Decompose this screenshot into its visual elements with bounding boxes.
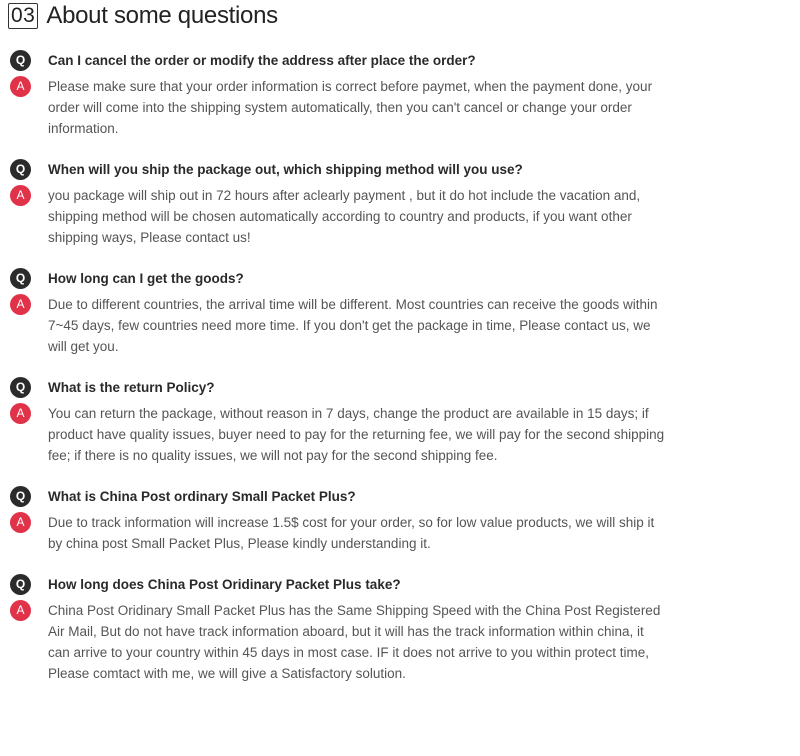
answer-row: [8, 600, 780, 684]
section-title: About some questions: [46, 2, 278, 29]
question-badge-icon: Q: [10, 377, 31, 398]
question-text: How long can I get the goods?: [48, 271, 244, 286]
question-badge-icon: Q: [10, 574, 31, 595]
question-text: When will you ship the package out, which shipping method will you use?: [48, 162, 523, 177]
faq-item: [8, 50, 780, 139]
faq-item: [8, 159, 780, 248]
question-row: [8, 574, 780, 595]
answer-text: China Post Oridinary Small Packet Plus has the Same Shipping Speed with the China Post Registered Air Mail, But do not have track information aboard, but it will has the track information within china, it can arrive to your country within 45 days in most case. IF it does not arrive to you within protect time, Please comtact with me, we will give a Satisfactory solution.: [48, 603, 661, 681]
question-text: What is China Post ordinary Small Packet Plus?: [48, 489, 356, 504]
answer-row: [8, 185, 780, 248]
answer-badge-icon: A: [10, 512, 31, 533]
faq-item: [8, 377, 780, 466]
answer-text: Due to track information will increase 1.5$ cost for your order, so for low value products, we will ship it by china post Small Packet Plus, Please kindly understanding it.: [48, 515, 655, 551]
answer-row: [8, 294, 780, 357]
question-badge-icon: Q: [10, 486, 31, 507]
answer-text: You can return the package, without reason in 7 days, change the product are available in 15 days; if product have quality issues, buyer need to pay for the returning fee, we will pay for the second shipping fee; if there is no quality issues, we will not pay for the second shipping fee.: [48, 406, 665, 463]
question-badge-icon: Q: [10, 50, 31, 71]
answer-text: Please make sure that your order information is correct before paymet, when the payment done, your order will come into the shipping system automatically, then you can't cancel or change your order information.: [48, 79, 653, 136]
answer-text: Due to different countries, the arrival time will be different. Most countries can receive the goods within 7~45 days, few countries need more time. If you don't get the package in time, Please contact us, we will get you.: [48, 297, 658, 354]
question-badge-icon: Q: [10, 268, 31, 289]
answer-row: [8, 512, 780, 554]
faq-item: [8, 574, 780, 684]
answer-row: [8, 76, 780, 139]
faq-item: [8, 268, 780, 357]
answer-badge-icon: A: [10, 600, 31, 621]
answer-badge-icon: A: [10, 76, 31, 97]
section-number: 03: [8, 3, 38, 29]
question-row: [8, 377, 780, 398]
question-text: How long does China Post Oridinary Packet Plus take?: [48, 577, 401, 592]
answer-badge-icon: A: [10, 294, 31, 315]
question-row: [8, 268, 780, 289]
question-row: [8, 159, 780, 180]
answer-badge-icon: A: [10, 403, 31, 424]
faq-list: [8, 50, 780, 684]
answer-row: [8, 403, 780, 466]
section-header: [8, 0, 780, 32]
faq-item: [8, 486, 780, 554]
question-text: Can I cancel the order or modify the address after place the order?: [48, 53, 476, 68]
question-badge-icon: Q: [10, 159, 31, 180]
question-row: [8, 50, 780, 71]
answer-badge-icon: A: [10, 185, 31, 206]
question-row: [8, 486, 780, 507]
answer-text: you package will ship out in 72 hours after aclearly payment , but it do hot include the vacation and, shipping method will be chosen automatically according to country and products, if you want other shipping ways, Please contact us!: [48, 188, 641, 245]
question-text: What is the return Policy?: [48, 380, 215, 395]
